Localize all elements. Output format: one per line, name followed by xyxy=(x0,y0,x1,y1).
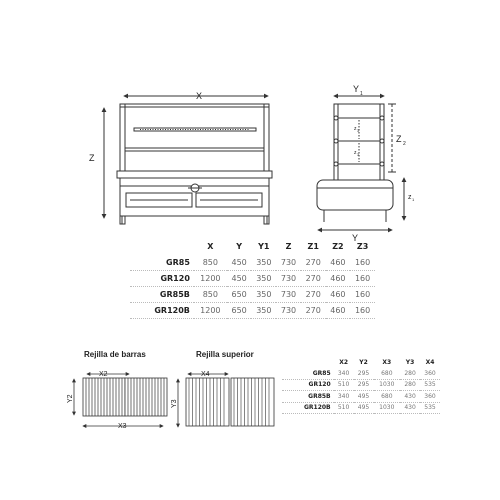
dimension-value: 340 xyxy=(334,391,354,403)
side-view xyxy=(317,96,404,230)
dimension-value: 430 xyxy=(400,402,420,414)
label-x: X xyxy=(196,91,203,101)
dimension-value: 535 xyxy=(420,379,440,391)
table-row xyxy=(130,255,375,271)
dimension-value: 270 xyxy=(301,255,326,271)
model-name: GR85B xyxy=(282,391,334,403)
dimension-value: 430 xyxy=(400,391,420,403)
dimension-value: 160 xyxy=(350,271,375,287)
dimension-value: 280 xyxy=(400,368,420,379)
dimension-value: 360 xyxy=(420,391,440,403)
table-row xyxy=(130,303,375,319)
dimension-value: 1030 xyxy=(374,402,401,414)
model-name: GR120 xyxy=(130,271,194,287)
dimension-value: 160 xyxy=(350,287,375,303)
dimension-value: 160 xyxy=(350,255,375,271)
dimension-value: 730 xyxy=(276,255,301,271)
bar-grid-drawing xyxy=(74,374,167,426)
dimension-value: 510 xyxy=(334,402,354,414)
label-z2: Z xyxy=(396,134,402,144)
dimension-value: 450 xyxy=(227,255,252,271)
model-name: GR85B xyxy=(130,287,194,303)
label-z2-sub: 2 xyxy=(403,141,406,147)
main-header-x: X xyxy=(207,242,214,251)
dimension-value: 1200 xyxy=(194,303,227,319)
label-y1-sub: 1 xyxy=(360,91,363,97)
label-z1-sub: 1 xyxy=(412,197,415,202)
dimension-value: 270 xyxy=(301,271,326,287)
table-row xyxy=(130,271,375,287)
dimension-value: 295 xyxy=(354,379,374,391)
dimension-value: 460 xyxy=(326,287,351,303)
label-z3-upper-sub: 3 xyxy=(357,129,359,133)
label-y3: Y3 xyxy=(171,399,178,408)
label-z3-upper: z xyxy=(354,126,357,132)
front-view xyxy=(104,96,272,224)
main-header-z: Z xyxy=(285,242,292,251)
grid-header-x3: X3 xyxy=(382,358,392,366)
dimension-value: 730 xyxy=(276,303,301,319)
dimension-value: 535 xyxy=(420,402,440,414)
main-dimensions-table xyxy=(130,238,375,319)
label-z1: z xyxy=(408,194,412,201)
model-name: GR120B xyxy=(282,402,334,414)
dimension-value: 730 xyxy=(276,287,301,303)
label-y: Y xyxy=(352,233,359,243)
table-row xyxy=(130,287,375,303)
table-row xyxy=(282,379,440,391)
main-header-z3: Z3 xyxy=(356,242,369,251)
dimension-value: 360 xyxy=(420,368,440,379)
dimension-value: 730 xyxy=(276,271,301,287)
dimension-value: 460 xyxy=(326,303,351,319)
main-header-z1: Z1 xyxy=(307,242,319,251)
label-z3-lower: z xyxy=(354,150,357,156)
label-x2: X2 xyxy=(99,371,108,378)
model-name: GR85 xyxy=(130,255,194,271)
label-z3-lower-sub: 3 xyxy=(357,153,359,157)
dimension-value: 280 xyxy=(400,379,420,391)
dimension-value: 460 xyxy=(326,255,351,271)
dimension-value: 460 xyxy=(326,271,351,287)
dimension-value: 270 xyxy=(301,287,326,303)
model-name: GR120 xyxy=(282,379,334,391)
dimension-value: 1030 xyxy=(374,379,401,391)
dimension-value: 495 xyxy=(354,391,374,403)
main-header-y: Y xyxy=(236,242,243,251)
dimension-value: 850 xyxy=(194,255,227,271)
model-name: GR85 xyxy=(282,368,334,379)
dimension-value: 340 xyxy=(334,368,354,379)
dimension-value: 350 xyxy=(251,303,276,319)
table-row xyxy=(282,402,440,414)
dimension-value: 450 xyxy=(227,271,252,287)
dimension-value: 650 xyxy=(227,303,252,319)
dimension-value: 850 xyxy=(194,287,227,303)
label-z: Z xyxy=(89,153,95,163)
grid-header-x4: X4 xyxy=(425,358,435,366)
grid-dimensions-table xyxy=(282,356,440,414)
dimension-value: 295 xyxy=(354,368,374,379)
grid-header-y2: Y2 xyxy=(359,358,368,366)
grid-header-x2: X2 xyxy=(339,358,348,366)
dimension-value: 350 xyxy=(251,287,276,303)
dimension-value: 160 xyxy=(350,303,375,319)
main-header-model xyxy=(130,238,194,255)
grid-header-y3: Y3 xyxy=(405,358,415,366)
dimension-value: 680 xyxy=(374,368,401,379)
label-x4: X4 xyxy=(201,371,210,378)
caption-top-grid: Rejilla superior xyxy=(196,350,254,359)
dimension-value: 350 xyxy=(251,255,276,271)
dimension-value: 270 xyxy=(301,303,326,319)
table-row xyxy=(282,391,440,403)
dimension-value: 650 xyxy=(227,287,252,303)
main-header-y1: Y1 xyxy=(258,242,270,251)
main-header-z2: Z2 xyxy=(332,242,344,251)
dimension-value: 350 xyxy=(251,271,276,287)
caption-bar-grid: Rejilla de barras xyxy=(84,350,146,359)
table-row xyxy=(282,368,440,379)
label-x3: X3 xyxy=(118,423,127,430)
grid-header-model xyxy=(282,356,334,368)
dimension-value: 680 xyxy=(374,391,401,403)
dimension-value: 495 xyxy=(354,402,374,414)
label-y1: Y xyxy=(353,84,360,94)
label-y2: Y2 xyxy=(67,394,74,403)
dimension-value: 1200 xyxy=(194,271,227,287)
dimension-value: 510 xyxy=(334,379,354,391)
model-name: GR120B xyxy=(130,303,194,319)
